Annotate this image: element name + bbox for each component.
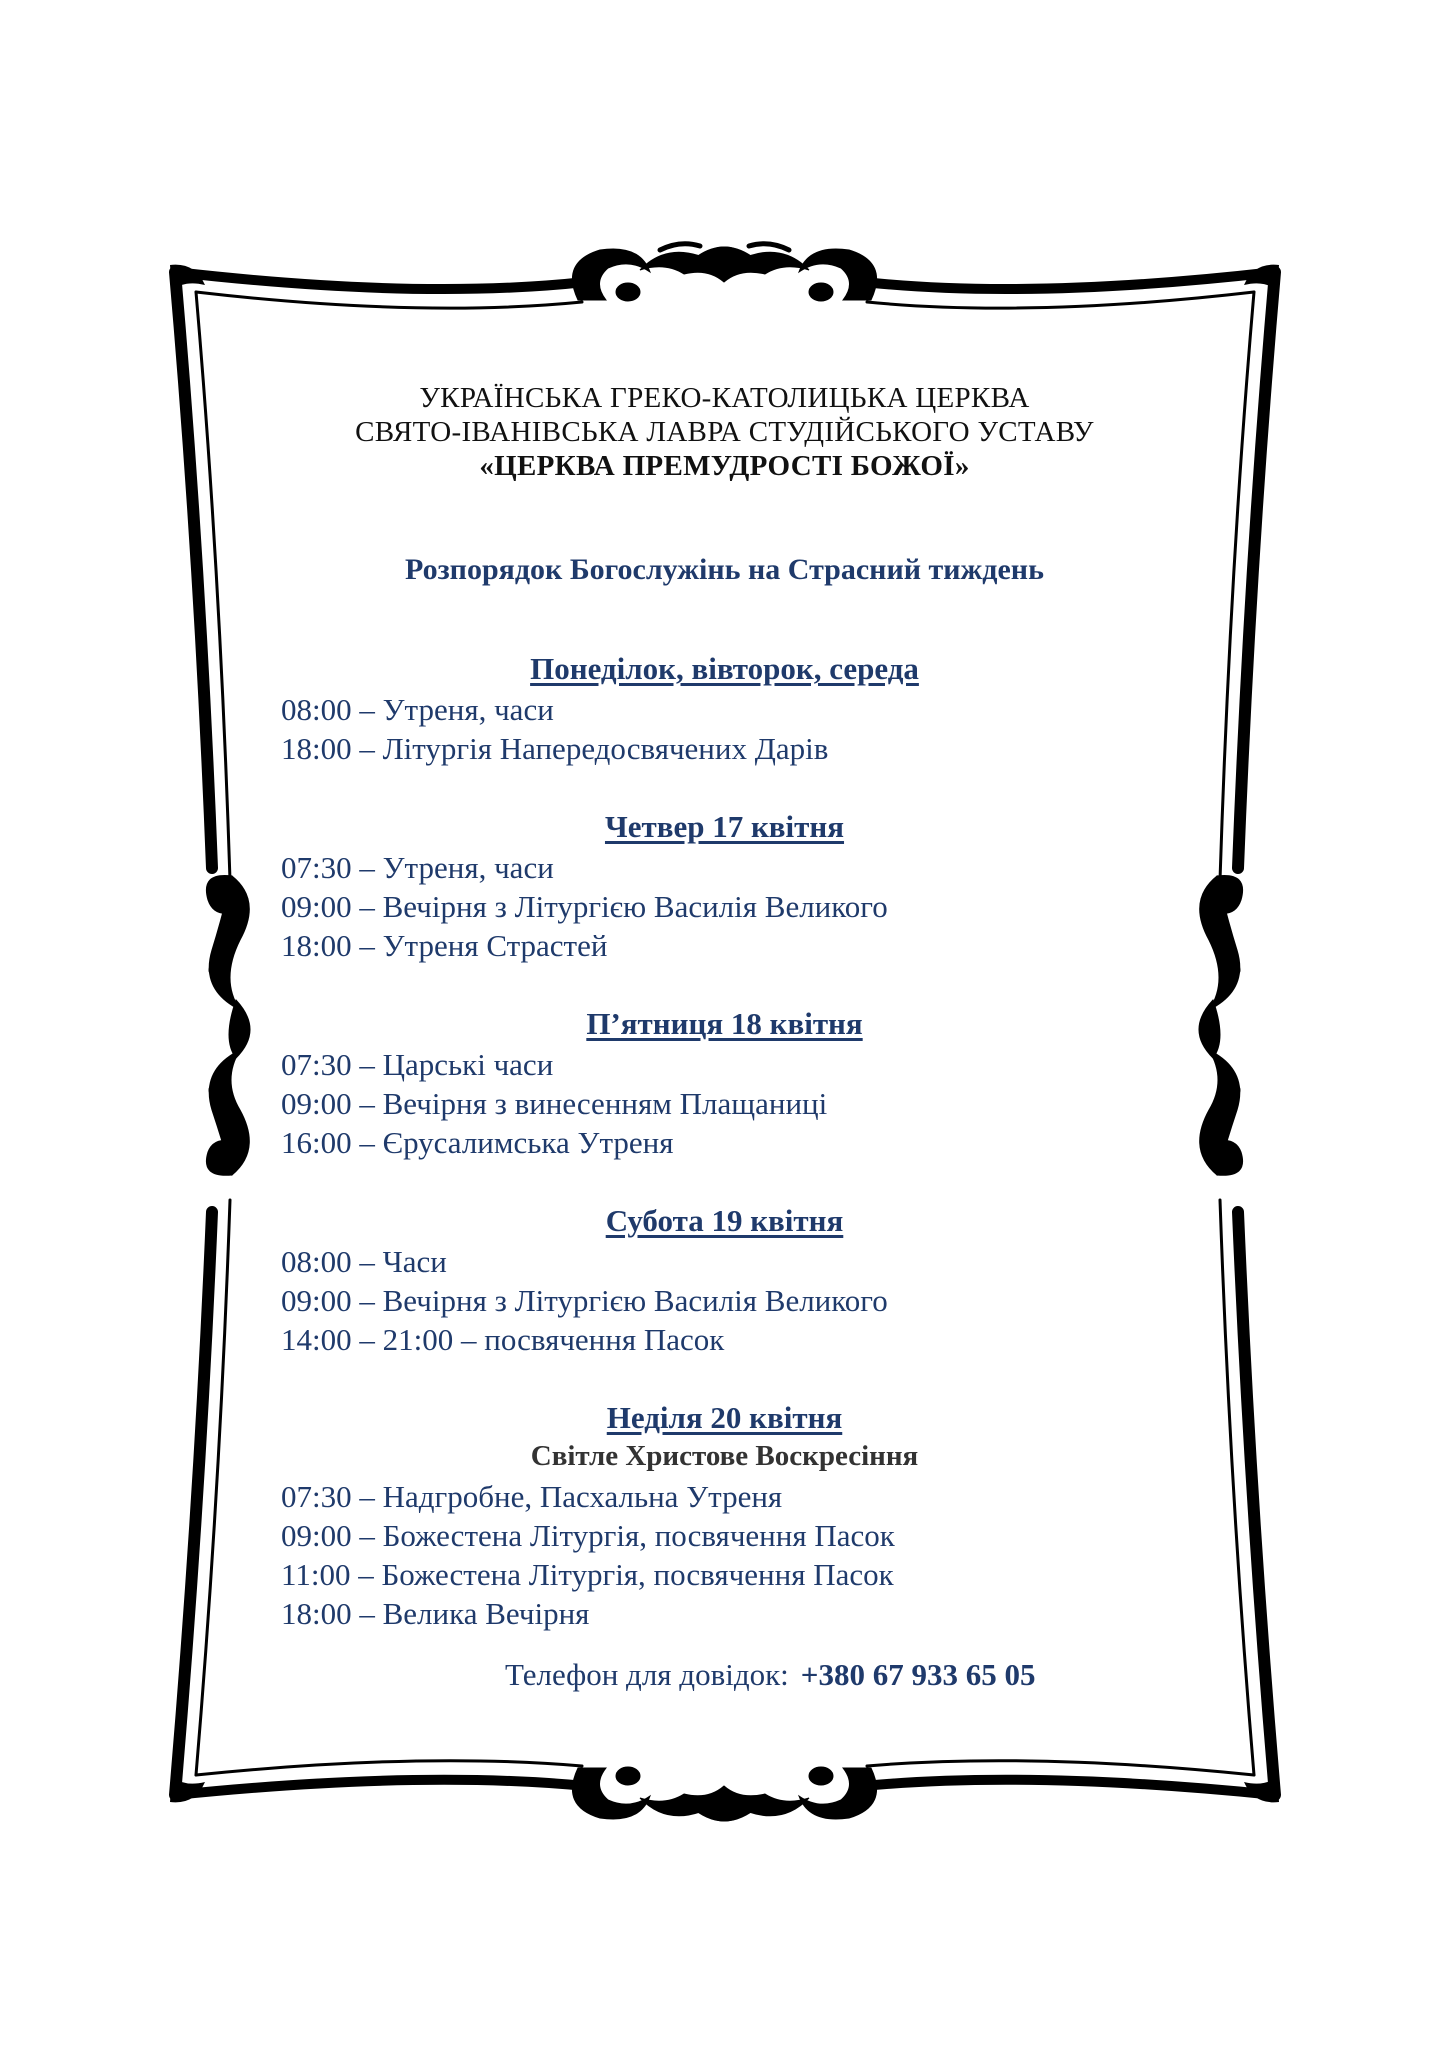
event-item: 11:00 – Божестена Літургія, посвячення Пасок [281,1557,894,1592]
page-title: Розпорядок Богослужінь на Страсний тиждень [405,553,1044,586]
temple-name: «ЦЕРКВА ПРЕМУДРОСТІ БОЖОЇ» [479,450,970,482]
event-item: 07:30 – Царські часи [281,1047,554,1082]
day-heading-thursday: Четвер 17 квітня [604,809,845,844]
lavra-name: СВЯТО-ІВАНІВСЬКА ЛАВРА СТУДІЙСЬКОГО УСТАВУ [355,416,1094,448]
day-heading-friday: П’ятниця 18 квітня [586,1006,863,1041]
phone-number[interactable]: +380 67 933 65 05 [800,1657,1036,1692]
church-name: УКРАЇНСЬКА ГРЕКО-КАТОЛИЦЬКА ЦЕРКВА [419,382,1030,414]
event-item: 09:00 – Вечірня з Літургією Василія Великого [281,889,888,924]
event-item: 14:00 – 21:00 – посвячення Пасок [281,1322,725,1357]
event-item: 07:30 – Надгробне, Пасхальна Утреня [281,1479,783,1514]
event-item: 09:00 – Вечірня з Літургією Василія Великого [281,1283,888,1318]
day-heading-sunday: Неділя 20 квітня [606,1400,843,1435]
event-item: 09:00 – Божестена Літургія, посвячення Пасок [281,1518,895,1553]
event-item: 18:00 – Утреня Страстей [281,928,608,963]
contact-label: Телефон для довідок: [505,1657,789,1692]
event-item: 07:30 – Утреня, часи [281,850,554,885]
event-item: 16:00 – Єрусалимська Утреня [281,1125,674,1160]
event-item: 18:00 – Літургія Напередосвячених Дарів [281,731,829,766]
event-item: 18:00 – Велика Вечірня [281,1596,590,1631]
event-item: 09:00 – Вечірня з винесенням Плащаниці [281,1086,828,1121]
contact-line [505,1657,1035,1693]
event-item: 08:00 – Утреня, часи [281,692,554,727]
day-heading-saturday: Субота 19 квітня [605,1203,844,1238]
easter-subheading: Світле Христове Воскресіння [530,1440,919,1472]
day-heading-mon-wed: Понеділок, вівторок, середа [530,651,919,686]
event-item: 08:00 – Часи [281,1244,447,1279]
